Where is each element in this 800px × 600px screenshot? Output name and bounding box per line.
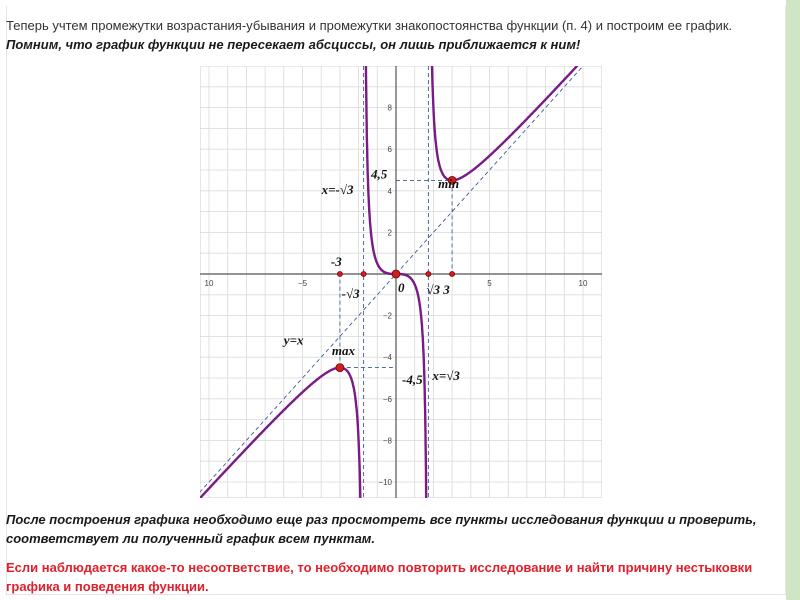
x-tick-label: 5 — [487, 279, 492, 288]
y-tick-label: −8 — [382, 436, 392, 446]
intro-regular: Теперь учтем промежутки возрастания-убывания и промежутки знакопостоянства функции (п. 4) и построим ее график. — [6, 18, 733, 33]
point-origin — [392, 270, 400, 278]
label-neg-4-5: -4,5 — [402, 372, 423, 388]
intro-text — [6, 16, 778, 54]
y-tick-label: −6 — [382, 394, 392, 404]
y-tick-label: 2 — [387, 228, 392, 238]
y-tick-label: 8 — [387, 103, 392, 113]
x-tick-label: 10 — [204, 279, 214, 288]
slide-accent-bar — [786, 0, 800, 600]
label-min: min — [438, 175, 460, 191]
y-tick-label: −10 — [378, 478, 392, 487]
y-tick-label: 6 — [387, 145, 392, 155]
y-tick-label: −2 — [382, 311, 392, 321]
x-tick-label: −5 — [297, 279, 308, 288]
label-asymptote-left: x=-√3 — [321, 181, 354, 197]
point-x-neg-sqrt3 — [361, 272, 366, 277]
point-x-3 — [450, 272, 455, 277]
point-max — [336, 364, 344, 372]
label-neg-sqrt3: -√3 — [341, 286, 360, 301]
label-pos-sqrt3-3: √3 3 — [426, 282, 450, 297]
graph-svg — [200, 66, 602, 498]
y-tick-label: −4 — [382, 353, 392, 363]
label-neg-3: -3 — [330, 254, 342, 269]
x-tick-label: 10 — [578, 279, 588, 288]
label-y-4-5: 4,5 — [371, 166, 388, 182]
label-asymptote-right: x=√3 — [432, 368, 460, 384]
note-check: После построения графика необходимо еще раз просмотреть все пункты исследования функции и проверить, соответствует ли полученный график всем пунктам. — [6, 512, 757, 546]
y-tick-label: 4 — [387, 186, 392, 196]
note-warning: Если наблюдается какое-то несоответствие, то необходимо повторить исследование и найти причину нестыковки графика и поведения функции. — [6, 560, 753, 594]
point-x-sqrt3 — [426, 272, 431, 277]
function-graph — [200, 66, 602, 498]
label-max: max — [331, 343, 356, 359]
intro-bold: Помним, что график функции не пересекает абсциссы, он лишь приближается к ним! — [6, 37, 581, 52]
label-y-equals-x: y=x — [283, 332, 304, 348]
label-zero: 0 — [398, 280, 405, 295]
point-x-neg-3 — [337, 272, 342, 277]
